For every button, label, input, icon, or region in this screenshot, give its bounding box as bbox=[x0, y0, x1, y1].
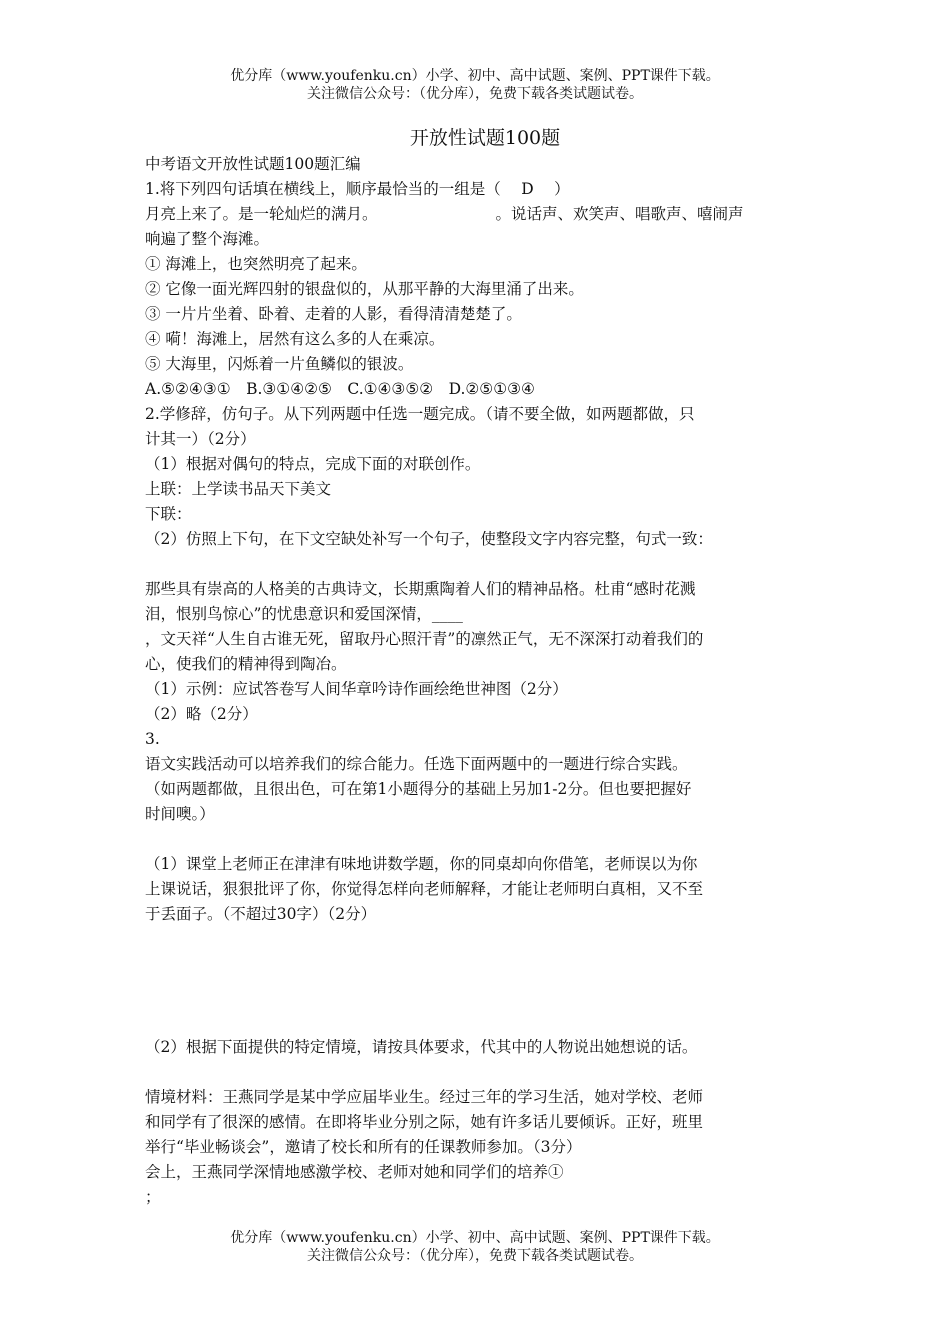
q1-text-c: 响遍了整个海滩。 bbox=[145, 230, 270, 248]
q1-option-4: ④ 嗬！海滩上，居然有这么多的人在乘凉。 bbox=[145, 330, 445, 348]
q2-line-2: 计其一）（2分） bbox=[145, 430, 256, 448]
footer-line-2: 关注微信公众号：（优分库），免费下载各类试题试卷。 bbox=[307, 1248, 643, 1264]
page-title: 开放性试题100题 bbox=[409, 127, 561, 149]
q3-sub1-line-2: 上课说话，狠狠批评了你，你觉得怎样向老师解释，才能让老师明白真相，又不至 bbox=[145, 880, 704, 898]
q3-sub-2: （2）根据下面提供的特定情境，请按具体要求，代其中的人物说出她想说的话。 bbox=[145, 1038, 698, 1056]
page-header bbox=[0, 67, 950, 103]
q2-para-1: 那些具有崇高的人格美的古典诗文，长期熏陶着人们的精神品格。杜甫“感时花溅 bbox=[145, 580, 696, 598]
q3-context-1: 情境材料：王燕同学是某中学应届毕业生。经过三年的学习生活，她对学校、老师 bbox=[145, 1088, 704, 1106]
q3-context-2: 和同学有了很深的感情。在即将毕业分别之际，她有许多话儿要倾诉。正好，班里 bbox=[145, 1113, 704, 1131]
q3-intro-3: 时间噢。） bbox=[145, 805, 215, 823]
q2-sub-2: （2）仿照上下句，在下文空缺处补写一个句子，使整段文字内容完整，句式一致： bbox=[145, 530, 713, 548]
q2-lower-couplet: 下联： bbox=[145, 505, 192, 523]
q1-option-5: ⑤ 大海里，闪烁着一片鱼鳞似的银波。 bbox=[145, 355, 414, 373]
subtitle: 中考语文开放性试题100题汇编 bbox=[145, 155, 361, 173]
q3-context-5: ； bbox=[145, 1188, 161, 1206]
page-footer bbox=[0, 1229, 950, 1265]
q1-option-3: ③ 一片片坐着、卧着、走着的人影，看得清清楚楚了。 bbox=[145, 305, 522, 323]
q3-number: 3. bbox=[145, 730, 160, 748]
q2-sub-1: （1）根据对偶句的特点，完成下面的对联创作。 bbox=[145, 455, 481, 473]
q2-line-1: 2.学修辞，仿句子。从下列两题中任选一题完成。（请不要全做，如两题都做，只 bbox=[145, 405, 695, 423]
header-line-1: 优分库（www.youfenku.cn）小学、初中、高中试题、案例、PPT课件下载。 bbox=[230, 68, 720, 84]
q3-sub1-line-1: （1）课堂上老师正在津津有味地讲数学题，你的同桌却向你借笔，老师误以为你 bbox=[145, 855, 698, 873]
spacer bbox=[145, 552, 825, 577]
q1-text-b: 。说话声、欢笑声、唱歌声、嘻闹声 bbox=[495, 205, 744, 223]
header-line-2: 关注微信公众号：（优分库），免费下载各类试题试卷。 bbox=[307, 86, 643, 102]
q1-text-line bbox=[145, 202, 825, 227]
answer-space bbox=[145, 927, 825, 1035]
q2-answer-2: （2）略（2分） bbox=[145, 705, 258, 723]
q1-option-1: ① 海滩上，也突然明亮了起来。 bbox=[145, 255, 367, 273]
q2-para-3: ，文天祥“人生自古谁无死，留取丹心照汗青”的凛然正气，无不深深打动着我们的 bbox=[145, 630, 704, 648]
q3-context-3: 举行“毕业畅谈会”，邀请了校长和所有的任课教师参加。（3分） bbox=[145, 1138, 582, 1156]
q2-para-2: 泪，恨别鸟惊心”的忧患意识和爱国深情，____ bbox=[145, 605, 463, 623]
q3-intro-2: （如两题都做，且很出色，可在第1小题得分的基础上另加1-2分。但也要把握好 bbox=[145, 780, 692, 798]
q3-sub1-line-3: 于丢面子。（不超过30字）（2分） bbox=[145, 905, 377, 923]
spacer bbox=[145, 1060, 825, 1085]
q2-upper-couplet: 上联：上学读书品天下美文 bbox=[145, 480, 332, 498]
q2-answer-1: （1）示例：应试答卷写人间华章吟诗作画绘绝世神图（2分） bbox=[145, 680, 568, 698]
spacer bbox=[145, 827, 825, 852]
footer-line-1: 优分库（www.youfenku.cn）小学、初中、高中试题、案例、PPT课件下载。 bbox=[230, 1230, 720, 1246]
q3-context-4: 会上，王燕同学深情地感激学校、老师对她和同学们的培养① bbox=[145, 1163, 564, 1181]
q1-stem: 1.将下列四句话填在横线上，顺序最恰当的一组是（ D ） bbox=[145, 180, 570, 198]
q1-text-a: 月亮上来了。是一轮灿烂的满月。 bbox=[145, 205, 378, 223]
document-body bbox=[145, 124, 825, 1210]
q3-intro-1: 语文实践活动可以培养我们的综合能力。任选下面两题中的一题进行综合实践。 bbox=[145, 755, 688, 773]
q2-para-4: 心，使我们的精神得到陶冶。 bbox=[145, 655, 347, 673]
q1-option-2: ② 它像一面光辉四射的银盘似的，从那平静的大海里涌了出来。 bbox=[145, 280, 584, 298]
q1-choices: A.⑤②④③① B.③①④②⑤ C.①④③⑤② D.②⑤①③④ bbox=[145, 380, 535, 398]
